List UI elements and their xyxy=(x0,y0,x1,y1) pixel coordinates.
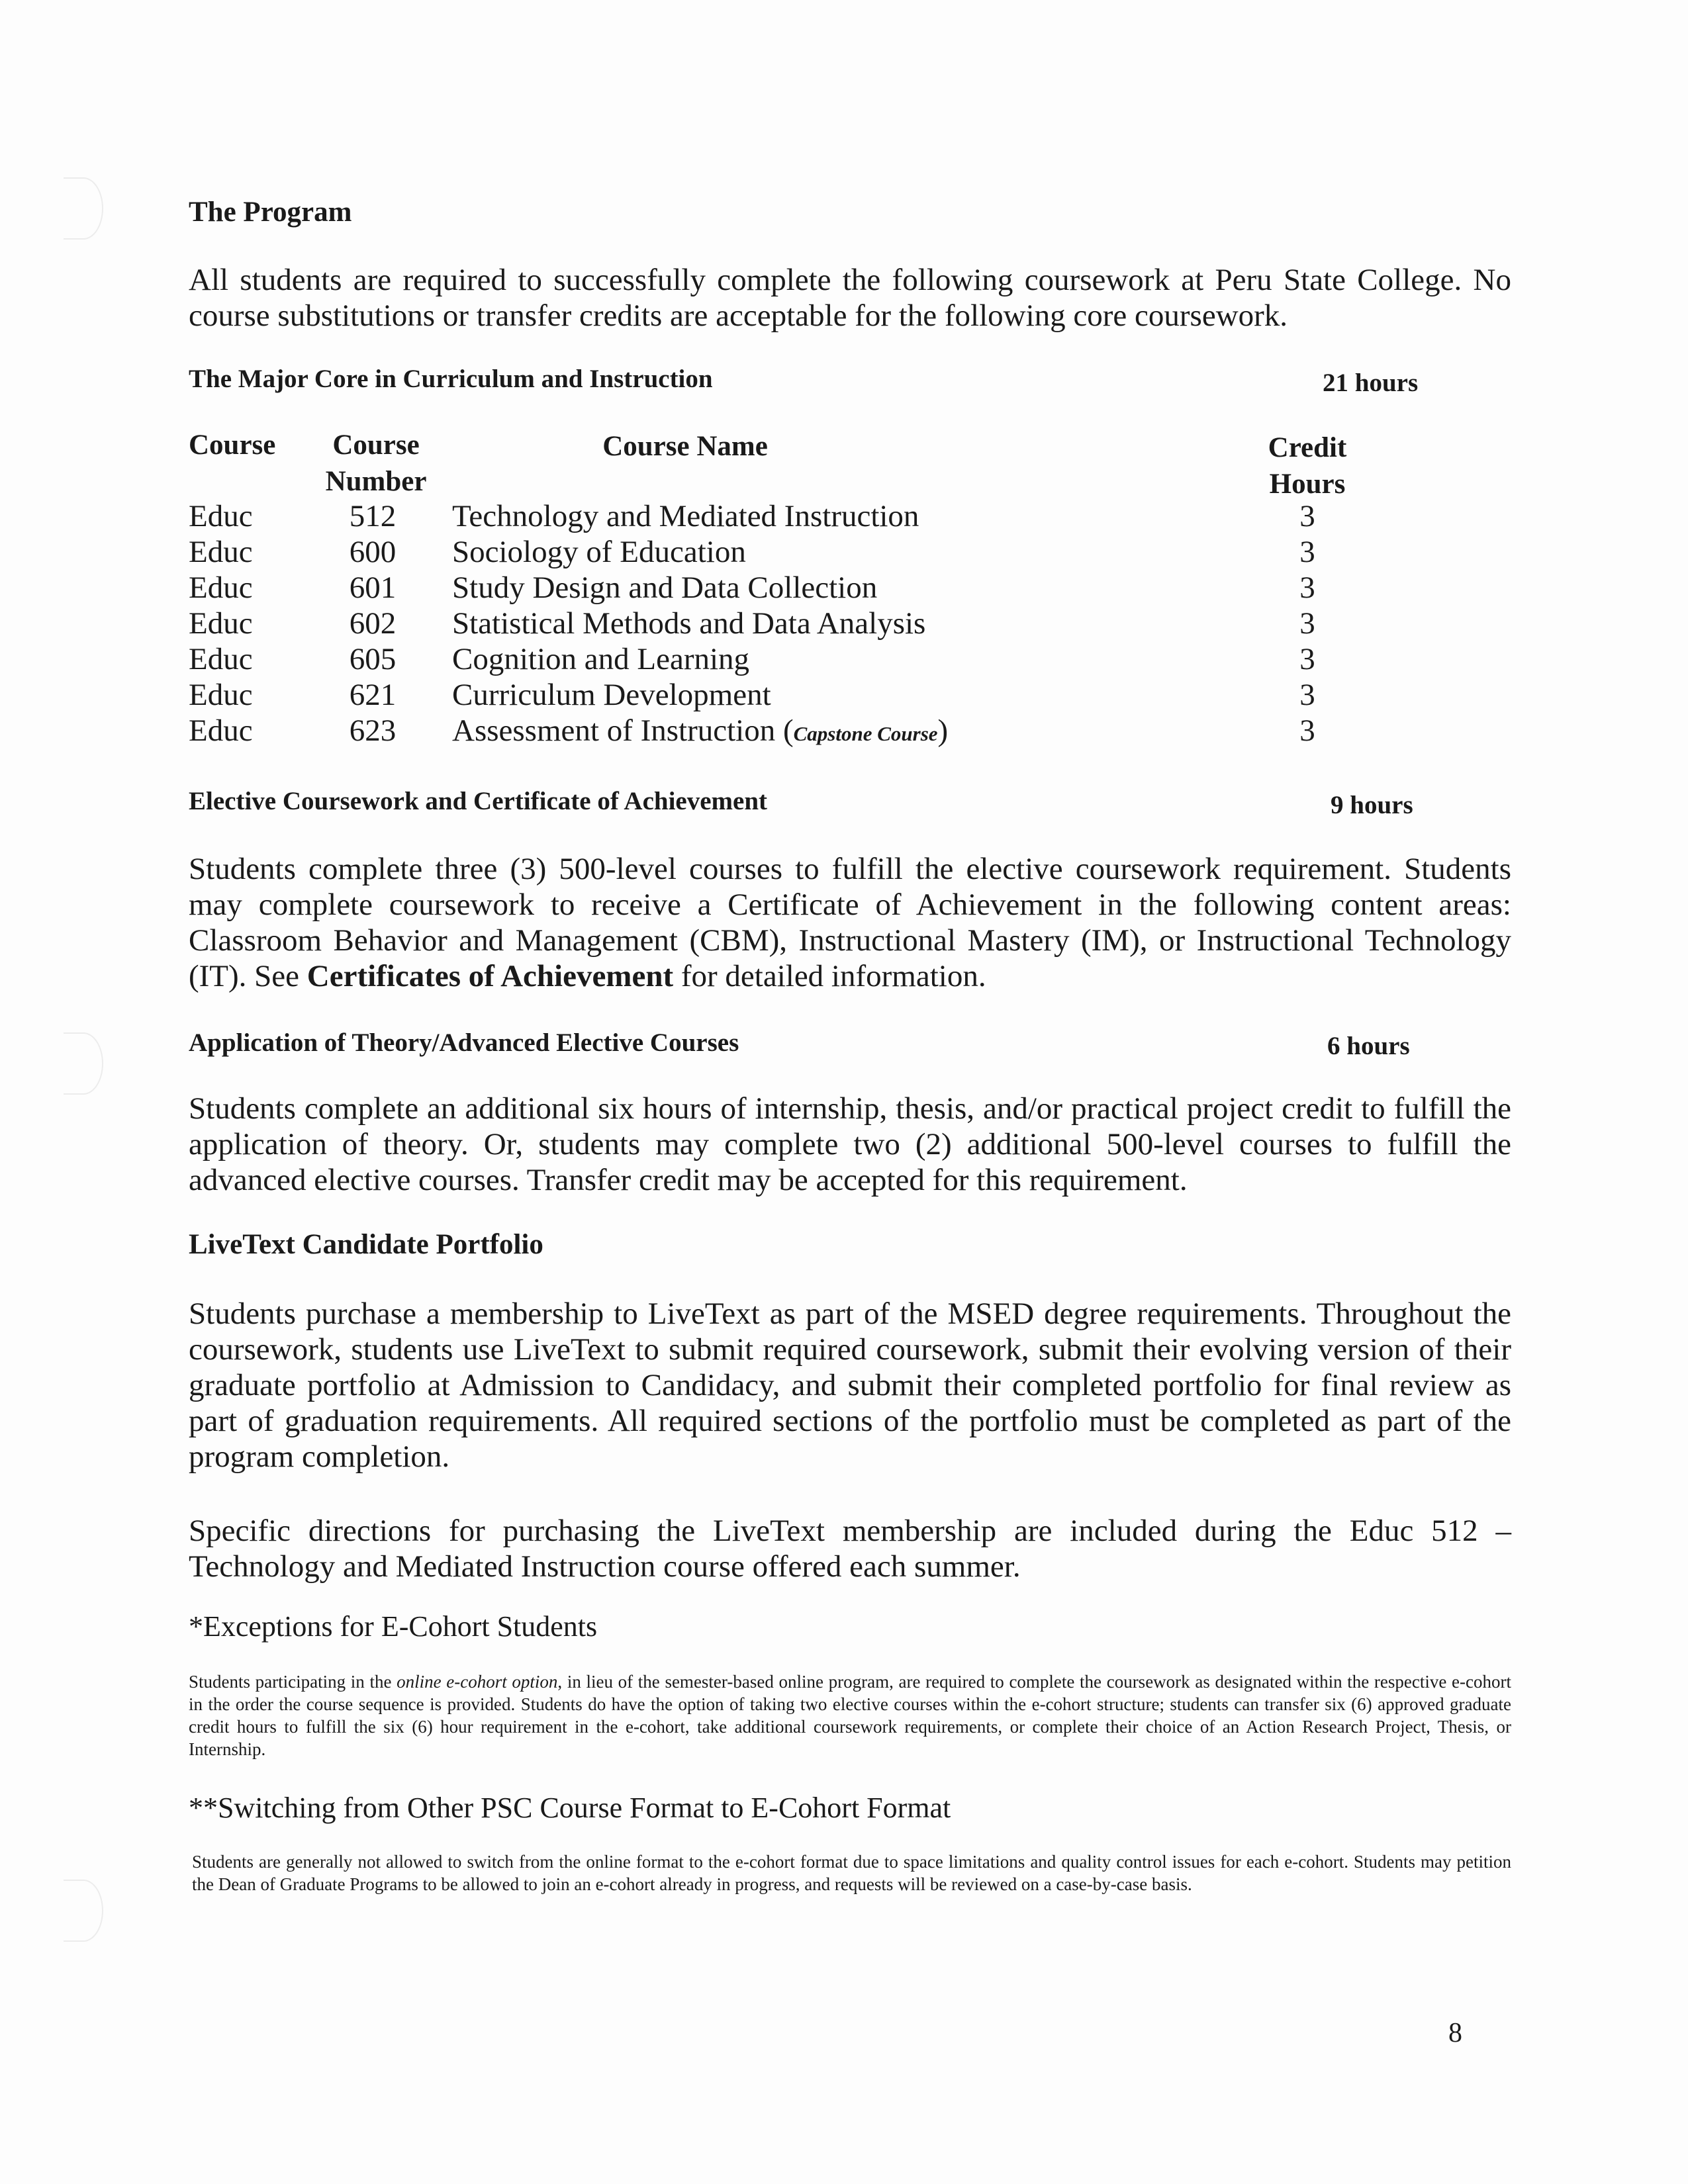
cell-credits: 3 xyxy=(1299,499,1315,533)
cell-credits: 3 xyxy=(1299,606,1315,641)
header-number-line2: Number xyxy=(325,466,427,497)
major-core-hours: 21 hours xyxy=(1323,369,1419,397)
cell-credits: 3 xyxy=(1299,570,1315,605)
cell-name: Cognition and Learning xyxy=(452,642,750,676)
cell-number: 512 xyxy=(349,499,397,533)
page-number: 8 xyxy=(1448,2018,1462,2048)
binder-hole-bottom xyxy=(64,1880,103,1942)
cell-credits: 3 xyxy=(1299,642,1315,676)
livetext-para1: Students purchase a membership to LiveText as part of the MSED degree requirements. Throughout the coursework, students use LiveText to submit required coursework, submit their evolving version of their graduate portfolio at Admission to Candidacy, and submit their completed portfolio for final review as part of graduation requirements. All required sections of the portfolio must be completed as part of the program completion. xyxy=(189,1297,1511,1474)
program-intro: All students are required to successfully complete the following coursework at Peru State College. No course substitutions or transfer credits are acceptable for the following core coursework. xyxy=(189,263,1511,333)
cell-course: Educ xyxy=(189,642,253,676)
header-number-line1: Course xyxy=(332,430,420,461)
exceptions-title: *Exceptions for E-Cohort Students xyxy=(189,1610,598,1643)
application-hours: 6 hours xyxy=(1327,1032,1410,1060)
elective-text-after: for detailed information. xyxy=(673,959,986,993)
elective-text-before: Students complete three (3) 500-level courses to fulfill the elective coursework requirement. Students may complete coursework to receive a Certificate of Achievement in the following content areas: Classroom Behavior and Management (CBM), Instructional Mastery (IM), or Instructional Technology (IT). See xyxy=(189,852,1511,993)
exceptions-text-before: Students participating in the xyxy=(189,1672,397,1692)
switching-title: **Switching from Other PSC Course Format to E-Cohort Format xyxy=(189,1792,951,1824)
elective-title: Elective Coursework and Certificate of Achievement xyxy=(189,787,768,815)
table-row xyxy=(189,534,1446,570)
cell-name: Statistical Methods and Data Analysis xyxy=(452,606,926,641)
header-credit-line1: Credit xyxy=(1268,432,1347,463)
header-credit-hours xyxy=(1248,430,1367,502)
cell-course: Educ xyxy=(189,606,253,641)
livetext-para2: Specific directions for purchasing the LiveText membership are included during the Educ 512 – Technology and Mediated Instruction course offered each summer. xyxy=(189,1514,1511,1584)
exceptions-text-after: , in lieu of the semester-based online program, are required to complete the coursework as designated within the respective e-cohort in the order the course sequence is provided. Students do have the option of taking two elective courses within the e-cohort structure; students can transfer six (6) approved graduate credit hours to fulfill the six (6) hour requirement in the e-cohort, take additional coursework requirements, or complete their choice of an Action Research Project, Thesis, or Internship. xyxy=(189,1672,1511,1759)
cell-course: Educ xyxy=(189,535,253,569)
table-row xyxy=(189,606,1446,641)
elective-text-bold: Certificates of Achievement xyxy=(306,959,674,993)
major-core-title: The Major Core in Curriculum and Instruction xyxy=(189,365,713,393)
cell-course: Educ xyxy=(189,499,253,533)
switching-text: Students are generally not allowed to switch from the online format to the e-cohort format due to space limitations and quality control issues for each e-cohort. Students may petition the Dean of Graduate Programs to be allowed to join an e-cohort already in progress, and requests will be reviewed on a case-by-case basis. xyxy=(192,1852,1511,1894)
table-row xyxy=(189,498,1446,534)
application-title: Application of Theory/Advanced Elective Courses xyxy=(189,1028,739,1057)
program-title: The Program xyxy=(189,197,352,228)
cell-name-text: Assessment of Instruction ( xyxy=(452,713,794,748)
cell-number: 600 xyxy=(349,535,397,569)
cell-course: Educ xyxy=(189,713,253,748)
header-course-name: Course Name xyxy=(602,431,768,462)
binder-hole-top xyxy=(64,177,103,240)
course-table xyxy=(189,427,1446,751)
cell-name: Technology and Mediated Instruction xyxy=(452,499,919,533)
cell-name: Curriculum Development xyxy=(452,678,771,712)
binder-hole-middle xyxy=(64,1032,103,1095)
header-course-number xyxy=(306,427,445,500)
table-row xyxy=(189,570,1446,606)
cell-course: Educ xyxy=(189,570,253,605)
cell-name: Study Design and Data Collection xyxy=(452,570,878,605)
cell-credits: 3 xyxy=(1299,713,1315,748)
exceptions-text xyxy=(189,1670,1511,1760)
cell-name-close: ) xyxy=(937,713,949,748)
exceptions-text-italic: online e-cohort option xyxy=(397,1672,558,1692)
cell-number: 605 xyxy=(349,642,397,676)
cell-name: Sociology of Education xyxy=(452,535,746,569)
table-row xyxy=(189,677,1446,713)
cell-credits: 3 xyxy=(1299,535,1315,569)
table-row xyxy=(189,641,1446,677)
livetext-title: LiveText Candidate Portfolio xyxy=(189,1229,543,1260)
cell-number: 621 xyxy=(349,678,397,712)
elective-text xyxy=(189,851,1511,994)
capstone-note: Capstone Course xyxy=(793,722,938,745)
elective-hours: 9 hours xyxy=(1331,791,1413,819)
application-text: Students complete an additional six hours of internship, thesis, and/or practical project credit to fulfill the application of theory. Or, students may complete two (2) additional 500-level courses to fulfill the advanced elective courses. Transfer credit may be accepted for this requirement. xyxy=(189,1091,1511,1197)
cell-number: 601 xyxy=(349,570,397,605)
cell-credits: 3 xyxy=(1299,678,1315,712)
cell-name xyxy=(452,713,948,752)
cell-course: Educ xyxy=(189,678,253,712)
cell-number: 602 xyxy=(349,606,397,641)
header-course: Course xyxy=(189,430,276,461)
table-row xyxy=(189,713,1446,749)
cell-number: 623 xyxy=(349,713,397,748)
header-credit-line2: Hours xyxy=(1269,469,1346,500)
